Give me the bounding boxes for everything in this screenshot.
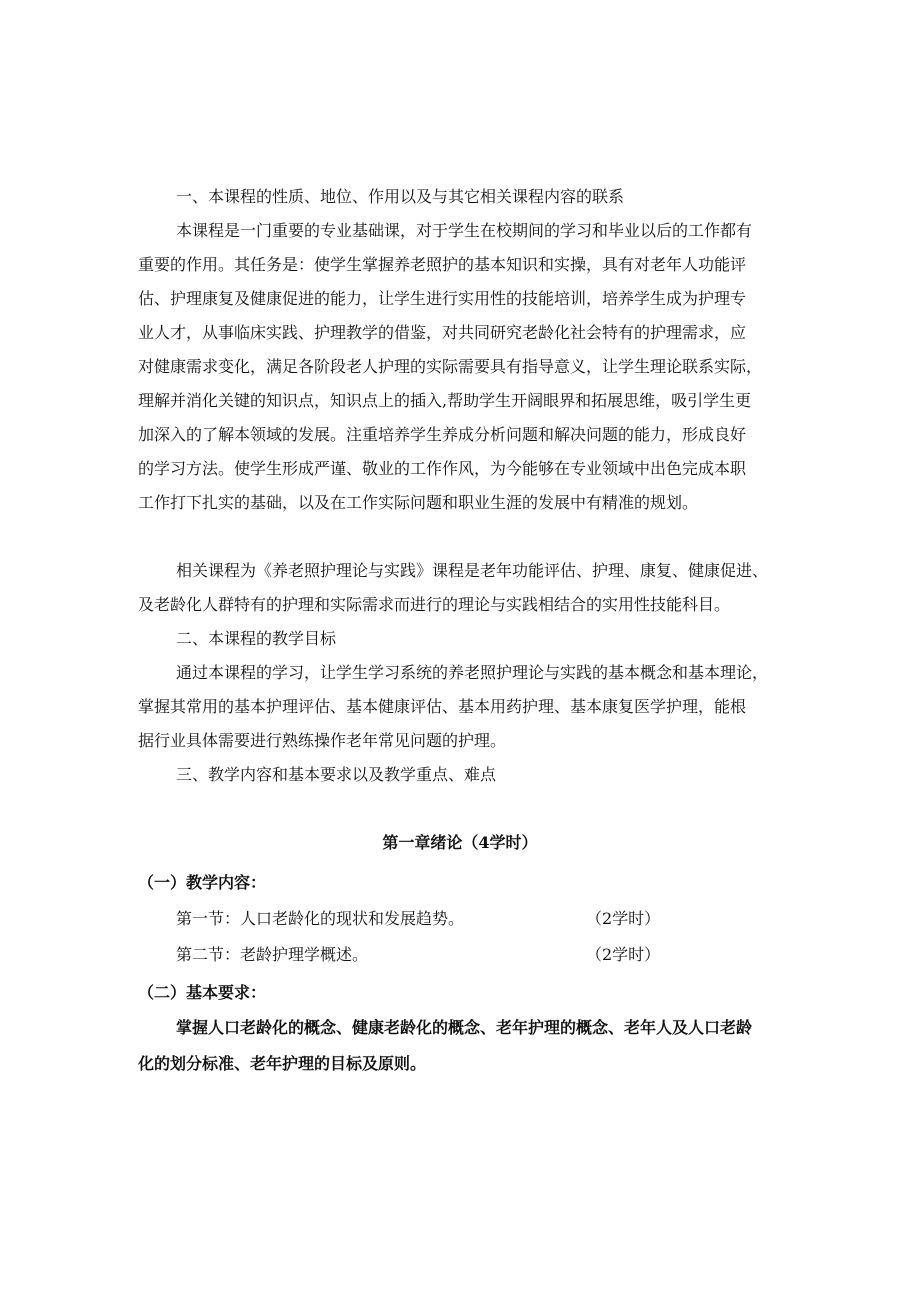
text-line: 对健康需求变化，满足各阶段老人护理的实际需要具有指导意义，让学生理论联系实际， [138,357,763,376]
text-line: 掌握其常用的基本护理评估、基本健康评估、基本用药护理、基本康复医学护理，能根 [138,697,747,716]
section1-paragraph1 [138,214,798,520]
text-line: 理解并消化关键的知识点，知识点上的插入,帮助学生开阔眼界和拓展思维，吸引学生更 [138,391,752,410]
chapter-title: 第一章绪论（4学时） [382,833,538,852]
requirements-paragraph [138,1010,798,1082]
text-line: 通过本课程的学习，让学生学习系统的养老照护理论与实践的基本概念和基本理论， [176,663,769,682]
section1-heading: 一、本课程的性质、地位、作用以及与其它相关课程内容的联系 [176,187,625,206]
section-hours-2: （2学时） [586,945,661,964]
text-line: 业人才，从事临床实践、护理教学的借鉴，对共同研究老龄化社会特有的护理需求，应 [138,323,747,342]
chapter-section-1: 第一节：人口老龄化的现状和发展趋势。 [176,909,465,928]
section-hours-1: （2学时） [586,909,661,928]
text-line: 据行业具体需要进行熟练操作老年常见问题的护理。 [138,731,507,750]
text-line: 工作打下扎实的基础，以及在工作实际问题和职业生涯的发展中有精准的规划。 [138,493,699,512]
section2-heading: 二、本课程的教学目标 [176,629,337,648]
section2-paragraph [138,656,798,758]
text-line: 的学习方法。使学生形成严谨、敬业的工作作风，为今能够在专业领域中出色完成本职 [138,459,747,478]
text-line: 及老龄化人群特有的护理和实际需求而进行的理论与实践相结合的实用性技能科目。 [138,595,731,614]
requirements-heading: （二）基本要求： [138,983,267,1002]
text-line: 本课程是一门重要的专业基础课，对于学生在校期间的学习和毕业以后的工作都有 [176,221,753,240]
text-line: 掌握人口老龄化的概念、健康老龄化的概念、老年护理的概念、老年人及人口老龄 [176,1018,753,1037]
text-line: 加深入的了解本领域的发展。注重培养学生养成分析问题和解决问题的能力，形成良好 [138,425,747,444]
section1-paragraph2 [138,554,798,622]
text-line: 重要的作用。其任务是：使学生掌握养老照护的基本知识和实操，具有对老年人功能评 [138,255,747,274]
chapter-section-2: 第二节：老龄护理学概述。 [176,945,369,964]
section3-heading: 三、教学内容和基本要求以及教学重点、难点 [176,765,497,784]
text-line: 化的划分标准、老年护理的目标及原则。 [138,1054,427,1073]
text-line: 相关课程为《养老照护理论与实践》课程是老年功能评估、护理、康复、健康促进、 [176,561,769,580]
content-heading: （一）教学内容： [138,873,267,892]
text-line: 估、护理康复及健康促进的能力，让学生进行实用性的技能培训，培养学生成为护理专 [138,289,747,308]
